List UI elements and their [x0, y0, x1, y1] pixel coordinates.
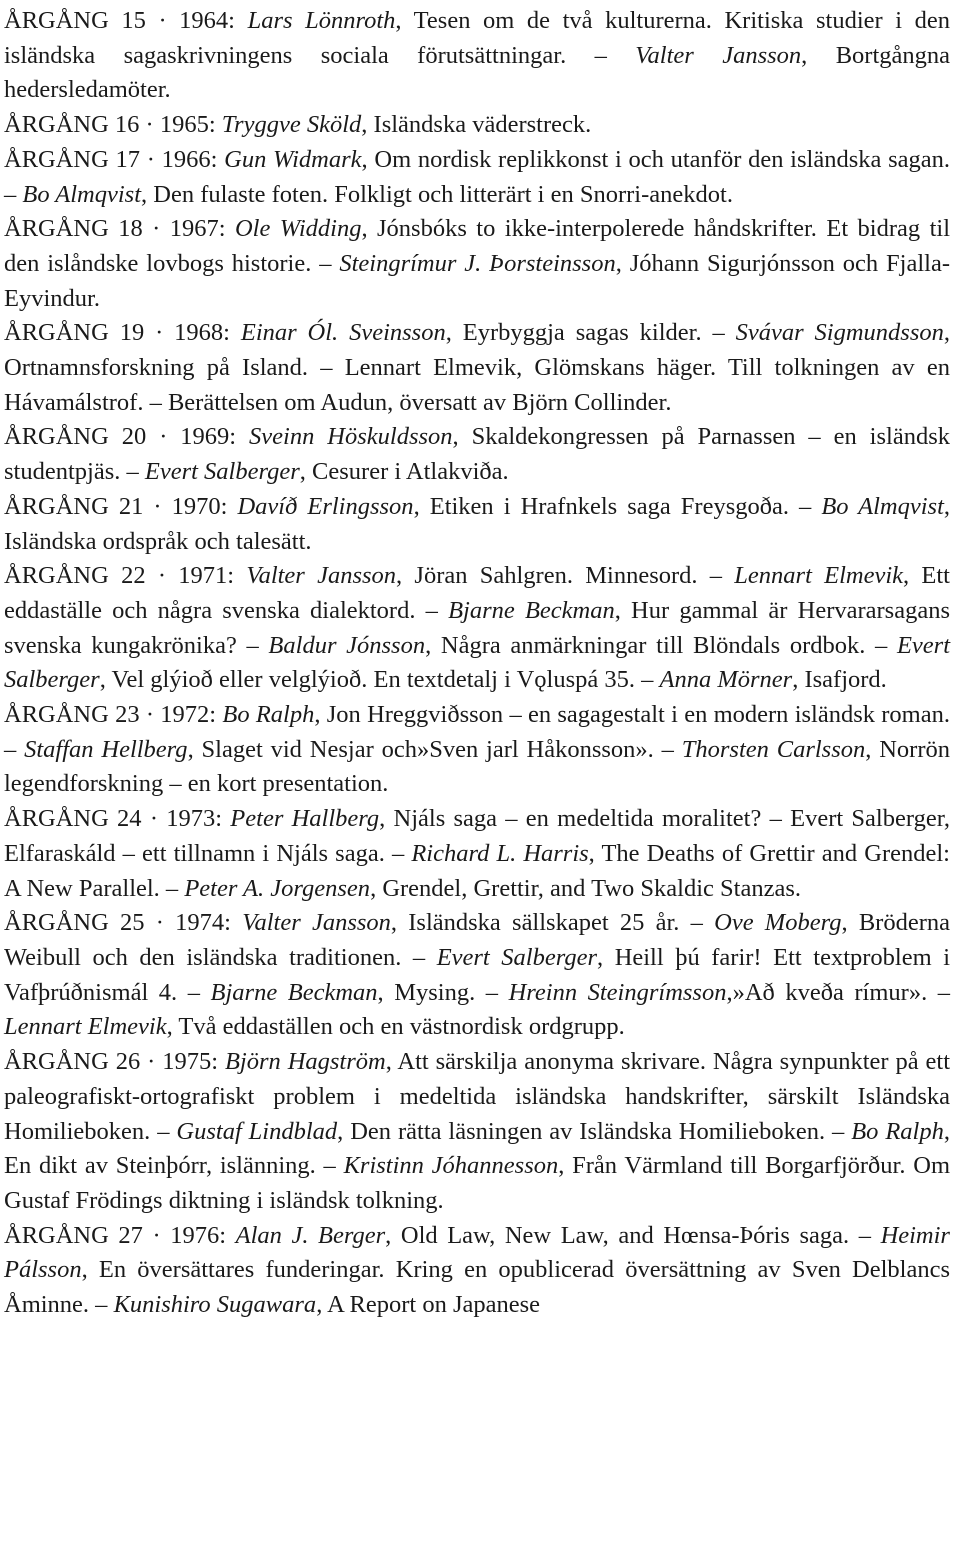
author-name: Bo Ralph	[222, 701, 315, 729]
entry-text: ÅRGÅNG 22 · 1971:	[4, 562, 247, 590]
entry-1965	[4, 108, 950, 143]
entry-text: , Om nordisk replikkonst i och utanför den isländska sagan. –	[4, 145, 950, 208]
entry-1976	[4, 1219, 950, 1323]
author-name: Bo Ralph	[851, 1117, 944, 1145]
entry-1972	[4, 698, 950, 802]
entry-1970	[4, 490, 950, 559]
entry-text: ÅRGÅNG 21 · 1970:	[4, 492, 238, 520]
author-name: Richard L. Harris	[411, 839, 589, 867]
entry-text: , Jöran Sahlgren. Minnesord. –	[396, 562, 735, 590]
entry-text: , Grendel, Grettir, and Two Skaldic Stanzas.	[370, 874, 802, 902]
entry-text: ÅRGÅNG 20 · 1969:	[4, 423, 250, 451]
entry-text: , Vel glýioð eller velglýioð. En textdetalj i Vǫluspá 35. –	[99, 666, 660, 694]
entry-text: ÅRGÅNG 25 · 1974:	[4, 909, 243, 937]
entry-text: ,»Að kveða rímur». –	[726, 978, 950, 1006]
author-name: Kunishiro Sugawara	[113, 1291, 317, 1319]
entry-text: , Jóhann Sigurjónsson och Fjalla-Eyvindur.	[4, 249, 950, 312]
author-name: Evert Salberger	[4, 631, 951, 694]
entry-text: , Skaldekongressen på Parnassen – en isländsk studentpjäs. –	[4, 423, 950, 486]
entry-1975	[4, 1045, 950, 1219]
author-name: Steingrímur J. Þorsteinsson	[339, 249, 616, 277]
entry-text: , Slaget vid Nesjar och»Sven jarl Håkonsson». –	[187, 735, 682, 763]
entry-text: , Jon Hreggviðsson – en sagagestalt i en modern isländsk roman. –	[4, 701, 950, 763]
entry-text: ÅRGÅNG 27 · 1976:	[4, 1221, 236, 1249]
entry-text: , Eyrbyggja sagas kilder. –	[445, 319, 736, 347]
author-name: Evert Salberger	[436, 943, 598, 971]
entry-text: , Etiken i Hrafnkels saga Freysgoða. –	[413, 492, 822, 520]
author-name: Heimir Pálsson	[4, 1221, 950, 1284]
entry-text: , Ett eddaställe och några svenska dialektord. –	[4, 562, 950, 624]
entry-text-1964-a: ÅRGÅNG 15 · 1964:	[4, 7, 248, 34]
entry-1974	[4, 906, 950, 1045]
entry-text: , Isafjord.	[792, 666, 887, 694]
author-name: Baldur Jónsson	[268, 631, 426, 659]
entry-text-1964-c: , Bortgångna hedersledamöter.	[4, 41, 950, 104]
author-name: Bjarne Beckman	[448, 596, 615, 624]
entry-text: , The Deaths of Grettir and Grendel: A New Parallel. –	[4, 839, 950, 902]
author-name: Ole Widding	[234, 215, 362, 243]
author-name: Peter Hallberg	[230, 805, 380, 833]
entry-text: , Heill þú farir! Ett textproblem i Vafþrúðnismál 4. –	[4, 943, 950, 1006]
author-name: Valter Jansson	[635, 41, 802, 69]
entry-text: , Ortnamnsforskning på Island. – Lennart Elmevik, Glömskans häger. Till tolkningen av en Hávamálstrof. – Berättelsen om Audun, översatt av Björn Collinder.	[4, 319, 950, 416]
entry-1967	[4, 212, 950, 316]
author-name: Davíð Erlingsson	[237, 492, 414, 520]
entry-text: , Två eddaställen och en västnordisk ordgrupp.	[166, 1013, 625, 1041]
entry-1964	[4, 4, 950, 108]
entry-text: , En dikt av Steinþórr, islänning. –	[4, 1117, 950, 1180]
author-name: Bo Almqvist	[22, 180, 142, 208]
entry-text: , Bröderna Weibull och den isländska traditionen. –	[4, 909, 950, 971]
entry-text: ÅRGÅNG 26 · 1975:	[4, 1048, 225, 1076]
author-name: Anna Mörner	[659, 666, 793, 694]
entry-text: , Isländska väderstreck.	[361, 111, 592, 139]
author-name: Gun Widmark	[224, 145, 362, 173]
entry-text: ÅRGÅNG 16 · 1965:	[4, 111, 222, 139]
author-name: Ove Moberg	[714, 909, 842, 937]
author-name: Thorsten Carlsson	[681, 735, 866, 763]
author-name: Gustaf Lindblad	[176, 1117, 338, 1145]
author-name: Bo Almqvist	[821, 492, 944, 520]
entry-text: , Den rätta läsningen av Isländska Homilieboken. –	[337, 1117, 852, 1145]
entry-text: , Old Law, New Law, and Hœnsa-Þóris saga. –	[385, 1221, 881, 1249]
author-name: Hreinn Steingrímsson	[508, 978, 727, 1006]
entry-text: , Den fulaste foten. Folkligt och litterärt i en Snorri-anekdot.	[141, 180, 733, 208]
author-name: Björn Hagström	[224, 1048, 386, 1076]
author-name: Valter Jansson	[246, 562, 397, 590]
entry-text: , A Report on Japanese	[316, 1291, 541, 1319]
entry-text: ÅRGÅNG 17 · 1966:	[4, 145, 225, 173]
entry-text: ÅRGÅNG 18 · 1967:	[4, 215, 235, 243]
entry-text: , Hur gammal är Hervararsagans svenska kungakrönika? –	[4, 596, 950, 659]
author-name: Einar Ól. Sveinsson	[240, 319, 446, 347]
author-name: Svávar Sigmundsson	[735, 319, 944, 347]
entry-text: , Några anmärkningar till Blöndals ordbok. –	[425, 631, 897, 659]
author-name: Alan J. Berger	[235, 1221, 386, 1249]
entry-1966	[4, 143, 950, 212]
entry-1971	[4, 559, 950, 698]
author-name: Valter Jansson	[242, 909, 391, 937]
entry-text: , Att särskilja anonyma skrivare. Några synpunkter på ett paleografiskt-ortografiskt problem i medeltida isländska handskrifter, särskilt Isländska Homilieboken. –	[4, 1048, 950, 1145]
entry-text: , Norrön legendforskning – en kort presentation.	[4, 735, 950, 798]
author-name: Peter A. Jorgensen	[184, 874, 371, 902]
entry-text: , Isländska sällskapet 25 år. –	[390, 909, 715, 937]
entry-text: ÅRGÅNG 24 · 1973:	[4, 805, 231, 833]
entry-text: ÅRGÅNG 23 · 1972:	[4, 701, 223, 729]
entry-1968	[4, 316, 950, 420]
entry-text: , Från Värmland till Borgarfjörður. Om Gustaf Frödings diktning i isländsk tolkning.	[4, 1152, 951, 1214]
author-name: Bjarne Beckman	[210, 978, 378, 1006]
author-name: Tryggve Sköld	[221, 111, 362, 139]
entry-text: , Isländska ordspråk och talesätt.	[4, 492, 951, 555]
bibliography-page	[4, 4, 950, 1323]
entry-text: , Jónsbóks to ikke-interpolerede håndskrifter. Et bidrag til den islåndske lovbogs historie. –	[4, 215, 950, 277]
entry-text: , Mysing. –	[377, 978, 509, 1006]
entry-text-1964-b: , Tesen om de två kulturerna. Kritiska studier i den isländska sagaskrivningens sociala förutsättningar. –	[4, 7, 950, 69]
entry-text: , En översättares funderingar. Kring en opublicerad översättning av Sven Delblancs Åminne. –	[4, 1256, 950, 1319]
author-name: Kristinn Jóhannesson	[343, 1152, 559, 1180]
entry-text: , Njáls saga – en medeltida moralitet? – Evert Salberger, Elfaraskáld – ett tillnamn i Njáls saga. –	[4, 805, 950, 867]
author-name: Lars Lönnroth	[247, 7, 396, 34]
author-name: Lennart Elmevik	[4, 1013, 167, 1041]
entry-1969	[4, 420, 950, 489]
entry-1973	[4, 802, 950, 906]
author-name: Evert Salberger	[144, 458, 300, 486]
entry-text: ÅRGÅNG 19 · 1968:	[4, 319, 241, 347]
author-name: Staffan Hellberg	[24, 735, 188, 763]
author-name: Lennart Elmevik	[734, 562, 904, 590]
author-name: Sveinn Höskuldsson	[249, 423, 453, 451]
entry-text: , Cesurer i Atlakviða.	[299, 458, 509, 486]
